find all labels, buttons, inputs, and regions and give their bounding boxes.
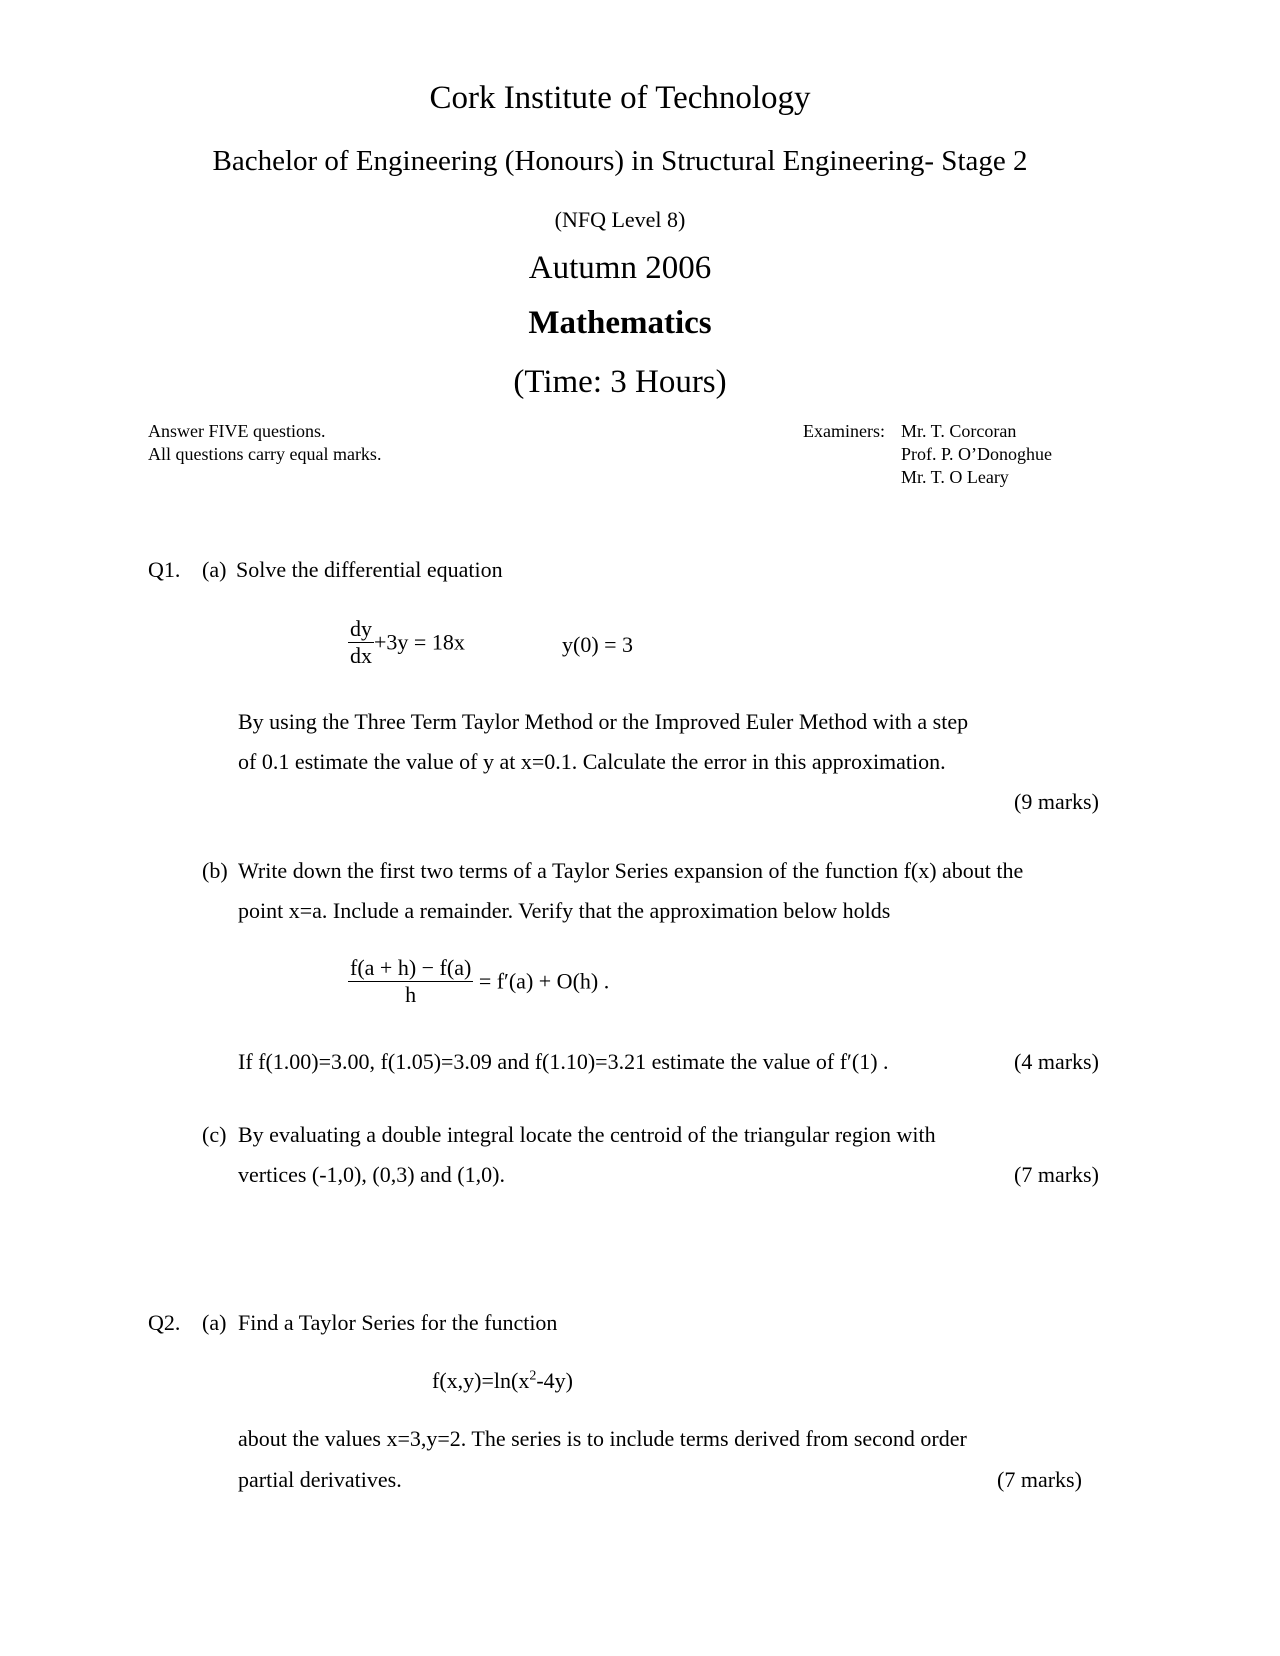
programme-title: Bachelor of Engineering (Honours) in Structural Engineering- Stage 2 [212, 145, 1028, 177]
q1-number: Q1. [148, 557, 181, 582]
q2a-label: (a) [202, 1310, 227, 1335]
instructions [148, 420, 381, 466]
q1b-text-line: point x=a. Include a remainder. Verify that the approximation below holds [238, 898, 891, 923]
function-exponent: 2 [529, 1368, 537, 1384]
q1a-equation [348, 616, 465, 669]
q2a-marks: (7 marks) [997, 1467, 1082, 1492]
fraction-numerator: f(a + h) − f(a) [350, 955, 472, 980]
function-part: -4y) [536, 1368, 573, 1393]
examiner-name: Mr. T. O Leary [901, 467, 1009, 487]
fraction-denominator: dx [350, 643, 372, 668]
examiners-list [901, 420, 1052, 489]
difference-quotient [348, 955, 473, 1008]
derivative-fraction [348, 616, 374, 669]
examiner-name: Prof. P. O’Donoghue [901, 444, 1052, 464]
q2a-intro: Find a Taylor Series for the function [238, 1310, 558, 1335]
exam-duration: (Time: 3 Hours) [513, 364, 727, 400]
q1c-label: (c) [202, 1122, 227, 1147]
q1a-intro: Solve the differential equation [236, 557, 503, 582]
subject-title: Mathematics [528, 305, 712, 341]
instruction-line: Answer FIVE questions. [148, 421, 326, 441]
fraction-numerator: dy [350, 616, 372, 641]
q1b-equation [348, 955, 609, 1008]
q2a-text-line: partial derivatives. [238, 1467, 402, 1492]
examiner-name: Mr. T. Corcoran [901, 421, 1017, 441]
nfq-level: (NFQ Level 8) [554, 207, 686, 232]
exam-session: Autumn 2006 [528, 250, 712, 286]
institution-title: Cork Institute of Technology [429, 80, 811, 116]
q1a-marks: (9 marks) [1014, 789, 1099, 814]
examiners-label: Examiners: [803, 421, 885, 441]
q1b-marks: (4 marks) [1014, 1049, 1099, 1074]
q1b-text-line: Write down the first two terms of a Taylor Series expansion of the function f(x) about the [238, 858, 1024, 883]
q1a-text-line: By using the Three Term Taylor Method or the Improved Euler Method with a step [238, 709, 969, 734]
q1c-marks: (7 marks) [1014, 1162, 1099, 1187]
function-part: f(x,y)=ln(x [432, 1368, 530, 1393]
q1a-label: (a) [202, 557, 227, 582]
fraction-denominator: h [405, 982, 417, 1007]
instruction-line: All questions carry equal marks. [148, 444, 382, 464]
equation-rhs: +3y = 18x [374, 629, 465, 655]
q2-number: Q2. [148, 1310, 181, 1335]
q2a-text-line: about the values x=3,y=2. The series is to include terms derived from second order [238, 1426, 967, 1451]
q1c-text-line: vertices (-1,0), (0,3) and (1,0). [238, 1162, 505, 1187]
q2a-function [432, 1368, 573, 1394]
q1c-text-line: By evaluating a double integral locate the centroid of the triangular region with [238, 1122, 936, 1147]
q1a-text-line: of 0.1 estimate the value of y at x=0.1. Calculate the error in this approximation. [238, 749, 946, 774]
q1b-text-line: If f(1.00)=3.00, f(1.05)=3.09 and f(1.10)=3.21 estimate the value of f′(1) . [238, 1049, 889, 1074]
q1a-initial-condition: y(0) = 3 [562, 632, 634, 657]
q1b-label: (b) [202, 858, 228, 883]
equation-rhs: = f′(a) + O(h) . [478, 968, 610, 994]
